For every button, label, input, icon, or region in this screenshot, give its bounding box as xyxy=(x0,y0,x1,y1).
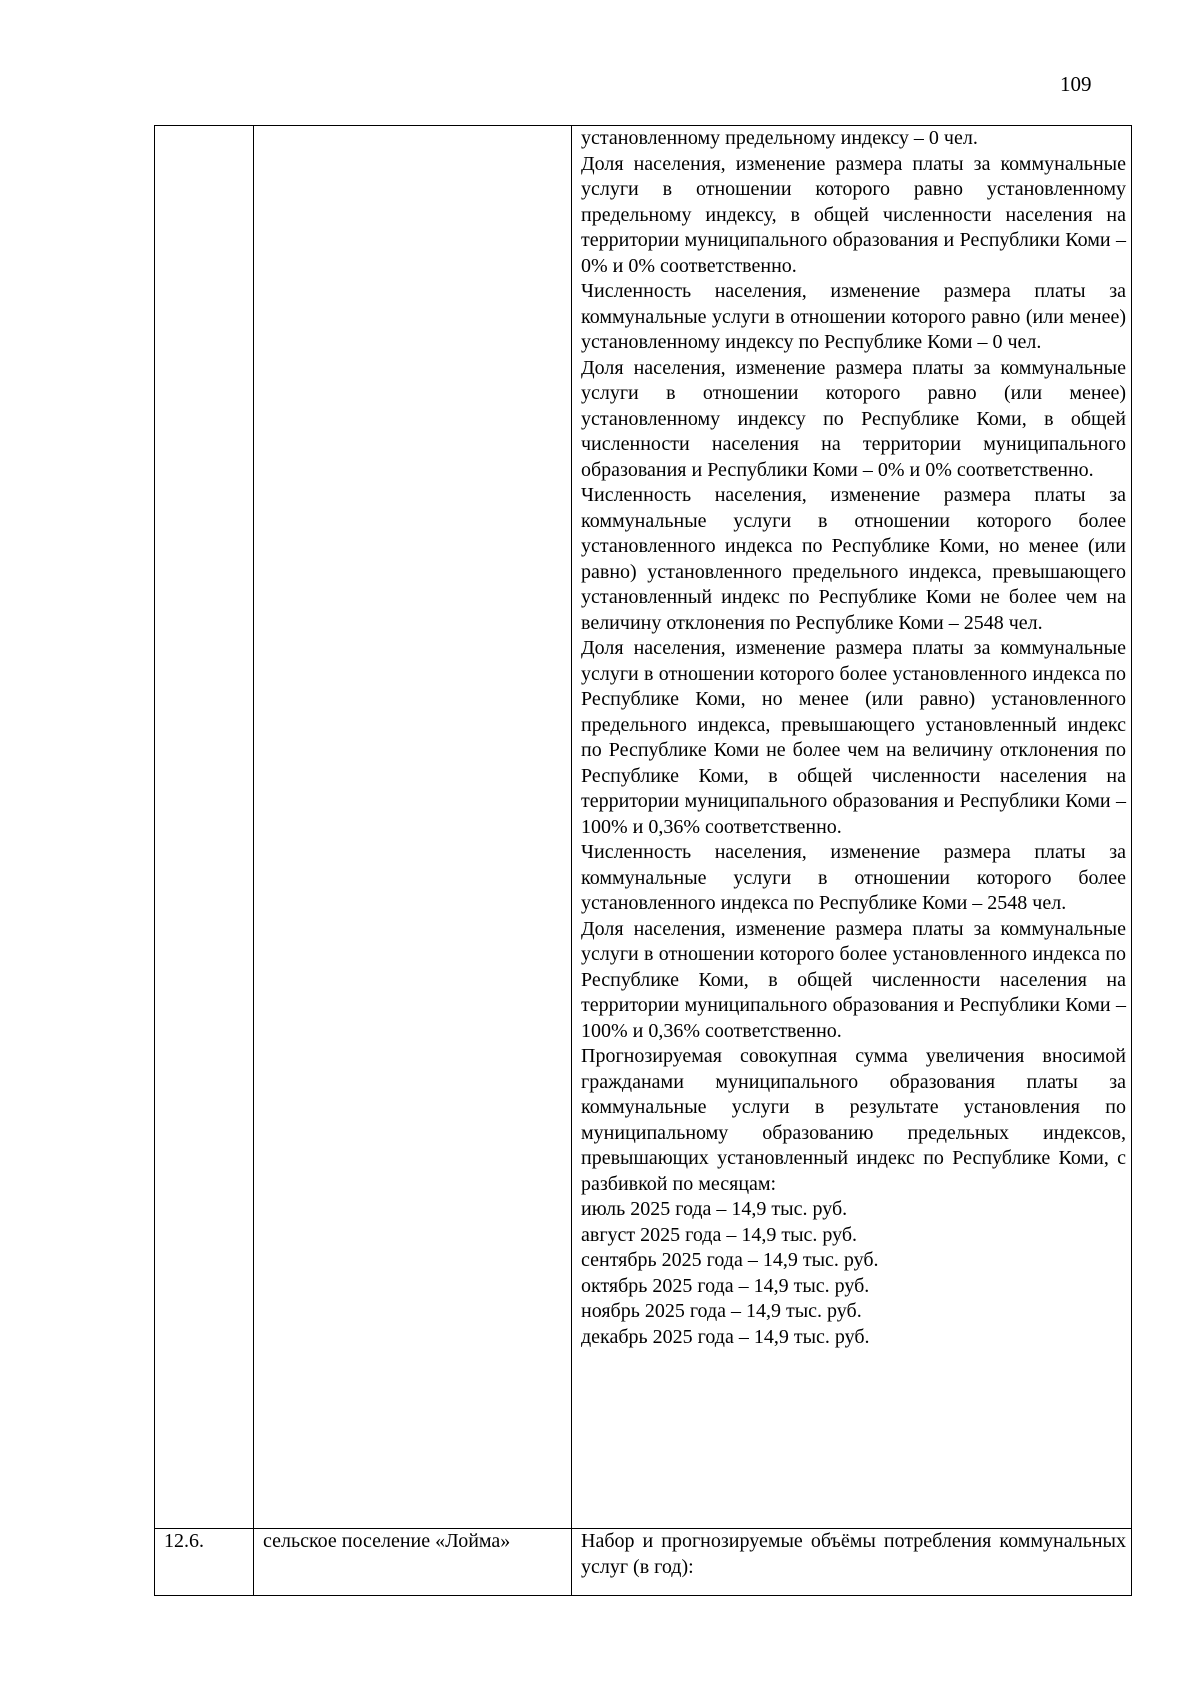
row-number-cell xyxy=(155,126,254,1529)
paragraph: Доля населения, изменение размера платы за коммунальные услуги в отношении которого более установленного индекса по Республике Коми, но менее (или равно) установленного предельного индекса, превышающего установленный индекс по Республике Коми не более чем на величину отклонения по Республике Коми, в общей численности населения на территории муниципального образования и Республики Коми – 100% и 0,36% соответственно. xyxy=(581,637,1126,838)
paragraph: Численность населения, изменение размера платы за коммунальные услуги в отношении которого более установленного индекса по Республике Коми – 2548 чел. xyxy=(581,841,1126,914)
settlement-name-cell xyxy=(254,126,572,1529)
month-line: август 2025 года – 14,9 тыс. руб. xyxy=(581,1223,858,1246)
paragraph: Доля населения, изменение размера платы за коммунальные услуги в отношении которого равно установленному предельному индексу, в общей численности населения на территории муниципального образования и Республики Коми – 0% и 0% соответственно. xyxy=(581,152,1126,277)
paragraph: Доля населения, изменение размера платы за коммунальные услуги в отношении которого более установленного индекса по Республике Коми, в общей численности населения на территории муниципального образования и Республики Коми – 100% и 0,36% соответственно. xyxy=(581,917,1126,1042)
month-line: декабрь 2025 года – 14,9 тыс. руб. xyxy=(581,1325,870,1348)
paragraph: Численность населения, изменение размера платы за коммунальные услуги в отношении которого равно (или менее) установленному индексу по Республике Коми – 0 чел. xyxy=(581,280,1126,353)
month-line: сентябрь 2025 года – 14,9 тыс. руб. xyxy=(581,1249,879,1271)
paragraph: установленному предельному индексу – 0 чел. xyxy=(581,127,978,149)
paragraph: Набор и прогнозируемые объёмы потребления коммунальных услуг (в год): xyxy=(581,1530,1126,1578)
month-line: ноябрь 2025 года – 14,9 тыс. руб. xyxy=(581,1300,862,1322)
table-row xyxy=(155,1529,1132,1596)
page-number: 109 xyxy=(1060,72,1092,96)
month-line: июль 2025 года – 14,9 тыс. руб. xyxy=(581,1198,848,1220)
paragraph: Численность населения, изменение размера платы за коммунальные услуги в отношении которого более установленного индекса по Республике Коми, но менее (или равно) установленного предельного индекса, превышающего установленный индекс по Республике Коми не более чем на величину отклонения по Республике Коми – 2548 чел. xyxy=(581,484,1126,634)
month-line: октябрь 2025 года – 14,9 тыс. руб. xyxy=(581,1274,870,1297)
paragraph: Прогнозируемая совокупная сумма увеличения вносимой гражданами муниципального образования платы за коммунальные услуги в результате установления по муниципальному образованию предельных индексов, превышающих установленный индекс по Республике Коми, с разбивкой по месяцам: xyxy=(581,1045,1126,1195)
row-number-cell: 12.6. xyxy=(155,1529,254,1596)
description-cell xyxy=(572,126,1132,1529)
description-cell xyxy=(572,1529,1132,1596)
paragraph: Доля населения, изменение размера платы за коммунальные услуги в отношении которого равно (или менее) установленному индексу по Республике Коми, в общей численности населения на территории муниципального образования и Республики Коми – 0% и 0% соответственно. xyxy=(581,356,1126,481)
settlement-name-cell: сельское поселение «Лойма» xyxy=(254,1529,572,1596)
document-table xyxy=(154,125,1132,1596)
table-row xyxy=(155,126,1132,1529)
